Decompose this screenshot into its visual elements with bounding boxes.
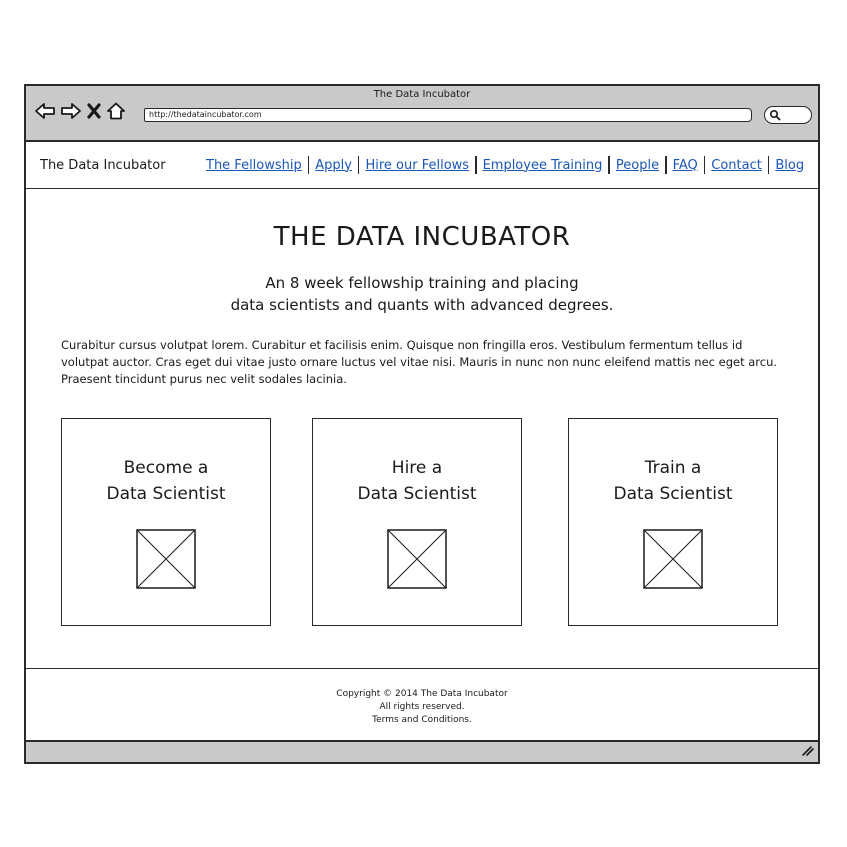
browser-statusbar [26,740,818,762]
copyright-text: Copyright © 2014 The Data Incubator [336,689,508,699]
nav-separator [308,156,310,174]
nav-link-apply[interactable]: Apply [315,157,352,173]
nav-link-faq[interactable]: FAQ [672,157,698,173]
navigation-buttons [34,102,126,120]
window-title: The Data Incubator [373,89,471,100]
back-arrow-icon[interactable] [34,102,56,120]
card-train-data-scientist[interactable] [568,418,778,626]
nav-separator [608,156,610,174]
nav-link-people[interactable]: People [615,157,660,173]
card-title-line-1: Become a [123,458,209,478]
card-title [569,455,777,507]
site-header [26,140,818,189]
card-title-line-2: Data Scientist [357,484,477,504]
rights-text: All rights reserved. [379,702,465,712]
nav-separator [665,156,667,174]
card-title-line-2: Data Scientist [106,484,226,504]
nav-link-contact[interactable]: Contact [711,157,762,173]
url-bar[interactable]: http://thedataincubator.com [144,108,752,122]
main-navigation [206,156,804,174]
subtitle-line-2: data scientists and quants with advanced degrees. [230,296,614,314]
nav-separator [475,156,477,174]
page-title: THE DATA INCUBATOR [273,222,571,252]
image-placeholder-icon [136,529,196,589]
nav-separator [704,156,706,174]
forward-arrow-icon[interactable] [60,102,82,120]
site-brand[interactable]: The Data Incubator [40,158,166,173]
image-placeholder-icon [387,529,447,589]
browser-window [24,84,820,764]
card-become-data-scientist[interactable] [61,418,271,626]
terms-link[interactable]: Terms and Conditions. [372,715,472,725]
nav-link-hire-our-fellows[interactable]: Hire our Fellows [365,157,470,173]
card-title-line-2: Data Scientist [613,484,733,504]
nav-separator [768,156,770,174]
nav-link-employee-training[interactable]: Employee Training [482,157,603,173]
footer-divider [26,668,818,669]
card-title [313,455,521,507]
browser-titlebar [26,86,818,142]
nav-link-blog[interactable]: Blog [775,157,805,173]
site-footer [26,688,818,727]
browser-search-button[interactable] [764,106,812,124]
home-icon[interactable] [106,102,126,120]
card-title [62,455,270,507]
subtitle-line-1: An 8 week fellowship training and placing [265,274,579,292]
card-title-line-1: Hire a [391,458,443,478]
close-x-icon[interactable] [86,102,102,120]
nav-separator [358,156,360,174]
nav-link-the-fellowship[interactable]: The Fellowship [206,157,302,173]
page-subtitle [26,272,818,316]
card-hire-data-scientist[interactable] [312,418,522,626]
card-title-line-1: Train a [644,458,702,478]
intro-paragraph: Curabitur cursus volutpat lorem. Curabitur et facilisis enim. Quisque non fringilla eros. Vestibulum fermentum tellus id volutpat auctor. Cras eget dui vitae justo ornare luctus vel vitae nisi. Mauris in nunc non nunc eleifend mattis nec eget arcu. Praesent tincidunt purus nec velit sodales lacinia. [61,338,778,386]
resize-grip-icon[interactable] [800,741,814,760]
image-placeholder-icon [643,529,703,589]
